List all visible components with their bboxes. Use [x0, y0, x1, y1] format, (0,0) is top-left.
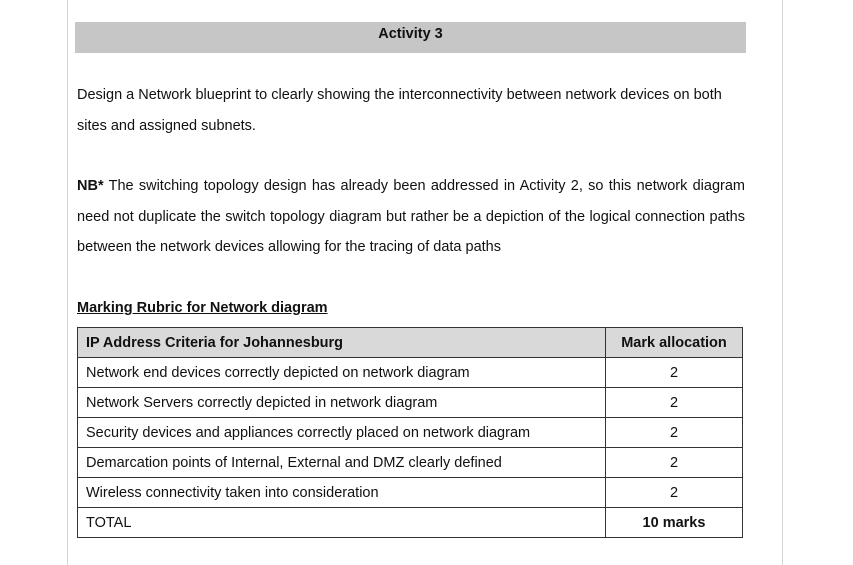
- note-text: The switching topology design has already been addressed in Activity 2, so this network diagram need not duplicate the switch topology diagram but rather be a depiction of the logical connection paths between the network devices allowing for the tracing of data paths: [77, 178, 745, 255]
- mark-cell: 2: [606, 448, 743, 478]
- table-row: [78, 478, 743, 508]
- rubric-header-row: [78, 328, 743, 358]
- total-row: [78, 508, 743, 538]
- mark-cell: 2: [606, 358, 743, 388]
- total-mark: 10 marks: [606, 508, 743, 538]
- criterion-cell: Security devices and appliances correctly placed on network diagram: [78, 418, 606, 448]
- mark-cell: 2: [606, 418, 743, 448]
- page-margin-line-right: [782, 0, 783, 565]
- criterion-cell: Demarcation points of Internal, External and DMZ clearly defined: [78, 448, 606, 478]
- table-row: [78, 358, 743, 388]
- criterion-cell: Wireless connectivity taken into consideration: [78, 478, 606, 508]
- activity-heading: Activity 3: [75, 22, 746, 53]
- mark-cell: 2: [606, 478, 743, 508]
- note-label: NB*: [77, 178, 104, 194]
- criterion-cell: Network Servers correctly depicted in network diagram: [78, 388, 606, 418]
- intro-paragraph: Design a Network blueprint to clearly showing the interconnectivity between network devices on both sites and assigned subnets.: [77, 87, 722, 134]
- page-margin-line-left: [67, 0, 68, 565]
- table-row: [78, 448, 743, 478]
- rubric-table: [77, 327, 743, 538]
- total-label: TOTAL: [78, 508, 606, 538]
- criterion-cell: Network end devices correctly depicted on network diagram: [78, 358, 606, 388]
- criteria-column-header: IP Address Criteria for Johannesburg: [78, 328, 606, 358]
- marks-column-header: Mark allocation: [606, 328, 743, 358]
- rubric-title: Marking Rubric for Network diagram: [77, 300, 328, 316]
- table-row: [78, 388, 743, 418]
- mark-cell: 2: [606, 388, 743, 418]
- table-row: [78, 418, 743, 448]
- note-paragraph: [77, 171, 745, 263]
